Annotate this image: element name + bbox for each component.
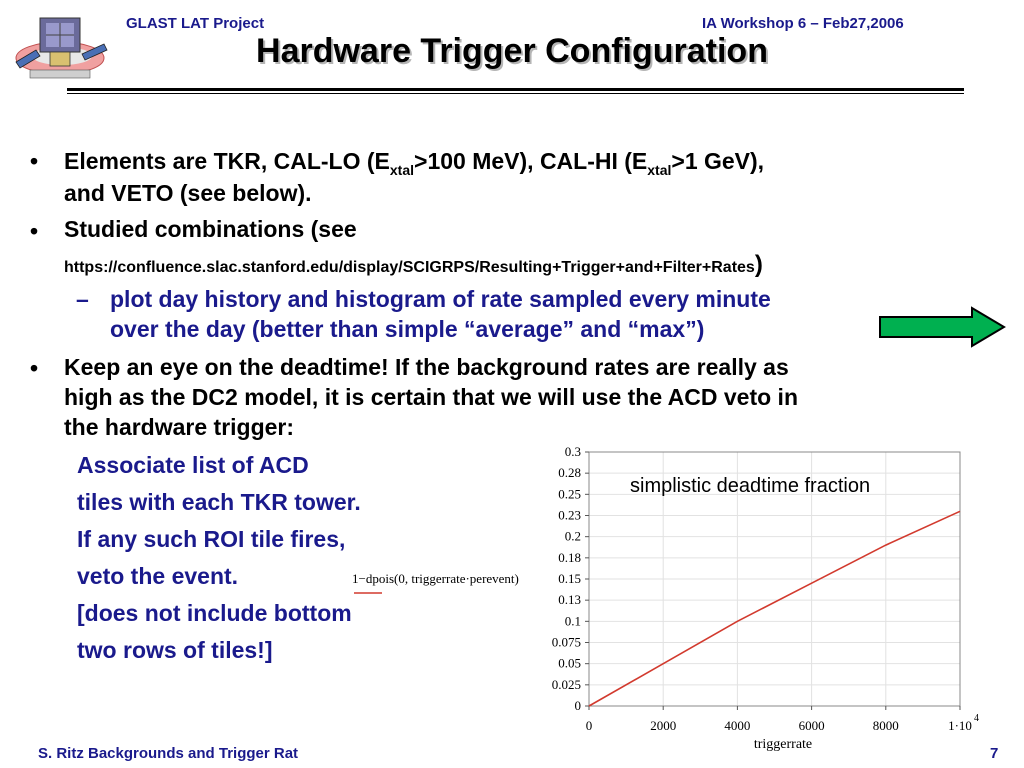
subscript-xtal-2: xtal bbox=[647, 162, 672, 178]
page-title: Hardware Trigger Configuration bbox=[256, 32, 768, 70]
header-workshop-label: IA Workshop 6 – Feb27,2006 bbox=[702, 15, 904, 32]
x-tick-label: 0 bbox=[585, 718, 593, 733]
y-tick-label: 0.1 bbox=[564, 613, 581, 629]
dash-item-line-2: over the day (better than simple “average” and “max”) bbox=[110, 316, 705, 342]
page-number: 7 bbox=[990, 745, 999, 762]
bullet-combinations: Studied combinations (see bbox=[64, 216, 357, 242]
acd-line: tiles with each TKR tower. bbox=[77, 489, 361, 515]
closing-paren: ) bbox=[754, 251, 763, 278]
dash-marker: – bbox=[76, 286, 89, 312]
title-rule-thin bbox=[67, 93, 964, 94]
x-tick-label: 2000 bbox=[650, 718, 677, 733]
y-tick-label: 0 bbox=[574, 698, 581, 713]
footer-author: S. Ritz Backgrounds and Trigger Rat bbox=[38, 745, 299, 762]
x-tick-label: 8000 bbox=[872, 718, 899, 733]
bullet-elements-line-2: and VETO (see below). bbox=[64, 180, 312, 206]
y-tick-label: 0.25 bbox=[558, 486, 581, 502]
y-tick-label: 0.05 bbox=[558, 655, 581, 671]
bullet-deadtime-line-2: high as the DC2 model, it is certain that we will use the ACD veto in bbox=[64, 384, 799, 410]
y-tick-label: 0.18 bbox=[558, 549, 581, 565]
deadtime-chart bbox=[340, 440, 980, 755]
acd-line: Associate list of ACD bbox=[77, 452, 309, 478]
bullet-elements bbox=[64, 146, 764, 179]
acd-veto-description bbox=[77, 447, 361, 669]
x-tick-label: 1·10 bbox=[948, 718, 972, 733]
bullet-deadtime-line-3: the hardware trigger: bbox=[64, 414, 295, 440]
chart-title: simplistic deadtime fraction bbox=[630, 475, 871, 497]
bullet-deadtime-line-1: Keep an eye on the deadtime! If the background rates are really as bbox=[64, 354, 789, 380]
acd-line: veto the event. bbox=[77, 563, 239, 589]
bullet-marker: • bbox=[30, 355, 39, 381]
bullet-marker: • bbox=[30, 148, 39, 174]
y-tick-label: 0.2 bbox=[564, 528, 581, 544]
y-tick-label: 0.075 bbox=[551, 634, 581, 650]
x-tick-label: 4000 bbox=[724, 718, 751, 733]
y-tick-label: 0.15 bbox=[558, 571, 581, 586]
bullet-marker: • bbox=[30, 218, 39, 244]
right-arrow-icon bbox=[878, 306, 1008, 348]
x-axis-label: triggerrate bbox=[753, 737, 813, 752]
legend-label: 1−dpois(0, triggerrate·perevent) bbox=[352, 571, 519, 586]
bullet-elements-text-1: Elements are TKR, CAL-LO (E bbox=[64, 148, 390, 174]
subscript-xtal-1: xtal bbox=[389, 162, 415, 178]
x-tick-label: 6000 bbox=[798, 718, 825, 733]
header-project-label: GLAST LAT Project bbox=[126, 15, 265, 32]
dash-item-line-1: plot day history and histogram of rate sampled every minute bbox=[110, 286, 771, 312]
bullet-combinations-link-line bbox=[64, 250, 763, 280]
y-tick-label: 0.3 bbox=[564, 444, 581, 459]
y-tick-label: 0.23 bbox=[558, 507, 581, 523]
bullet-elements-text-3: >1 GeV), bbox=[671, 148, 765, 174]
x-tick-exponent: 4 bbox=[974, 713, 979, 724]
confluence-link[interactable]: https://confluence.slac.stanford.edu/display/SCIGRPS/Resulting+Trigger+and+Filter+Rates bbox=[64, 259, 755, 276]
acd-line: [does not include bottom bbox=[77, 600, 352, 626]
acd-line: If any such ROI tile fires, bbox=[77, 526, 346, 552]
bullet-elements-text-2: >100 MeV), CAL-HI (E bbox=[414, 148, 648, 174]
y-tick-label: 0.13 bbox=[558, 592, 581, 608]
y-tick-label: 0.025 bbox=[551, 676, 581, 692]
title-rule-thick bbox=[67, 88, 964, 91]
y-tick-label: 0.28 bbox=[558, 465, 581, 481]
series-line bbox=[589, 511, 960, 706]
acd-line: two rows of tiles!] bbox=[77, 637, 273, 663]
